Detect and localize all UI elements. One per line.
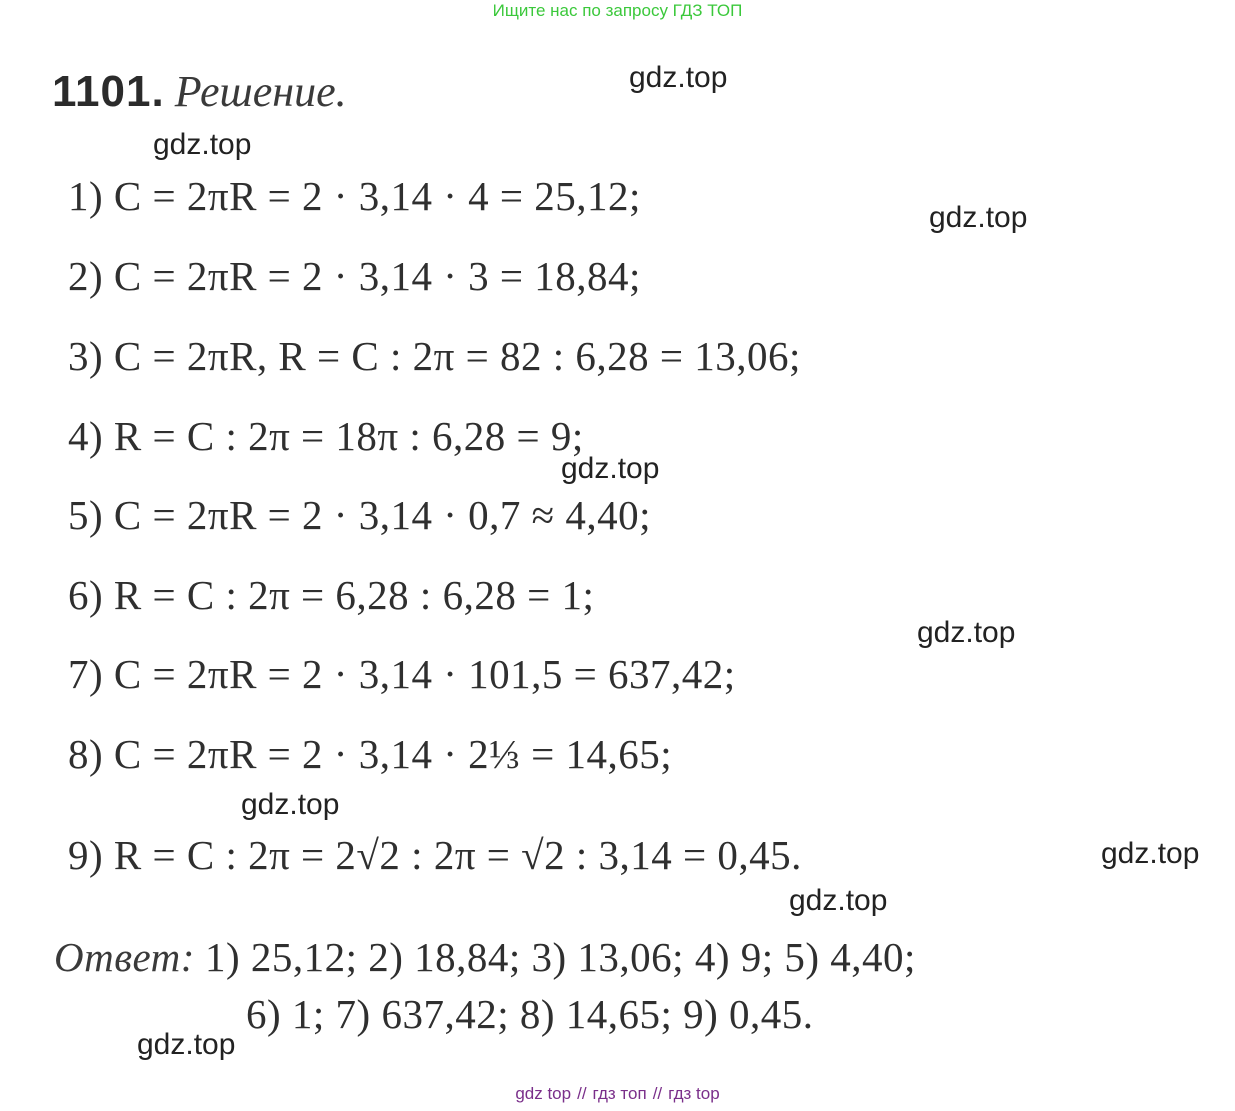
- watermark: gdz.top: [153, 128, 252, 161]
- solution-line-4: 4) R = C : 2π = 18π : 6,28 = 9;: [68, 413, 584, 459]
- search-hint[interactable]: Ищите нас по запросу ГДЗ ТОП: [492, 1, 743, 20]
- footer-links: [0, 1084, 1235, 1104]
- footer-separator: //: [652, 1084, 663, 1103]
- watermark: gdz.top: [561, 452, 660, 485]
- solution-line-8: 8) C = 2πR = 2 · 3,14 · 2⅓ = 14,65;: [68, 731, 673, 777]
- answer-line-1: [54, 927, 916, 987]
- watermark: gdz.top: [917, 616, 1016, 649]
- solution-line-1: 1) C = 2πR = 2 · 3,14 · 4 = 25,12;: [68, 173, 641, 219]
- watermark: gdz.top: [629, 61, 728, 94]
- problem-title: Решение.: [174, 67, 347, 116]
- solution-line-5: 5) C = 2πR = 2 · 3,14 · 0,7 ≈ 4,40;: [68, 492, 651, 538]
- watermark: gdz.top: [789, 884, 888, 917]
- answer-line-2: 6) 1; 7) 637,42; 8) 14,65; 9) 0,45.: [246, 991, 814, 1037]
- watermark: gdz.top: [241, 788, 340, 821]
- footer-link-2[interactable]: гдз топ: [592, 1084, 647, 1103]
- watermark: gdz.top: [1101, 837, 1200, 870]
- footer-link-1[interactable]: gdz top: [515, 1084, 572, 1103]
- solution-line-2: 2) C = 2πR = 2 · 3,14 · 3 = 18,84;: [68, 253, 641, 299]
- footer-separator: //: [577, 1084, 587, 1103]
- problem-number: 1101.: [52, 67, 165, 116]
- solution-line-3: 3) C = 2πR, R = C : 2π = 82 : 6,28 = 13,06;: [68, 333, 801, 379]
- watermark: gdz.top: [929, 201, 1028, 234]
- solution-line-9: 9) R = C : 2π = 2√2 : 2π = √2 : 3,14 = 0,45.: [68, 832, 802, 878]
- solution-line-6: 6) R = C : 2π = 6,28 : 6,28 = 1;: [68, 572, 595, 618]
- problem-heading: [52, 62, 347, 122]
- answer-values-1: 1) 25,12; 2) 18,84; 3) 13,06; 4) 9; 5) 4,40;: [204, 934, 916, 980]
- watermark: gdz.top: [137, 1028, 236, 1061]
- solution-line-7: 7) C = 2πR = 2 · 3,14 · 101,5 = 637,42;: [68, 651, 736, 697]
- answer-label: Ответ:: [54, 934, 195, 980]
- footer-link-3[interactable]: гдз top: [668, 1084, 720, 1103]
